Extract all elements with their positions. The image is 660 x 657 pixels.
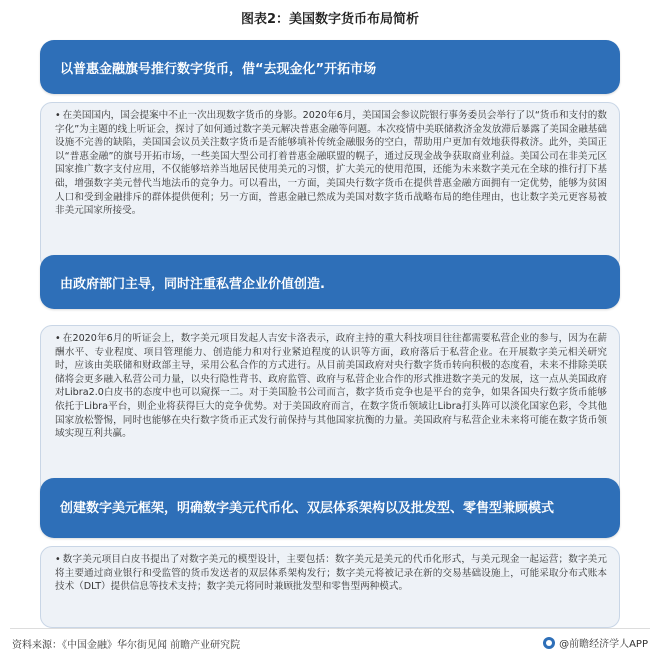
section-heading: 以普惠金融旗号推行数字货币，借“去现金化”开拓市场 (40, 40, 620, 94)
section-heading: 创建数字美元框架，明确数字美元代币化、双层体系架构以及批发型、零售型兼顾模式 (40, 478, 620, 538)
section-text: 数字美元项目白皮书提出了对数字美元的模型设计，主要包括：数字美元是美元的代币化形式，与美元现金一起运营；数字美元将主要通过商业银行和受监管的货币发送者的双层体系架构发行；数字美元将被记录在新的交易基础设施上，可能采取分布式账本技术（DLT）提供信息等技术支持；数字美元将同时兼顾批发型和零售型两种模式。 (55, 554, 607, 593)
bullet-icon: • (55, 110, 61, 121)
section-heading: 由政府部门主导，同时注重私营企业价值创造. (40, 255, 620, 309)
page-title: 图表2：美国数字货币布局简析 (240, 12, 420, 27)
bullet-icon: • (55, 554, 61, 565)
brand-text: @前瞻经济学人APP (559, 639, 648, 650)
source-note: 资料来源：《中国金融》华尔街见闻 前瞻产业研究院 (12, 640, 241, 651)
section-body (40, 102, 620, 270)
brand-credit (543, 635, 648, 650)
bullet-icon: • (55, 333, 61, 344)
section-text: 在美国国内，国会提案中不止一次出现数字货币的身影。2020年6月，美国国会参议院银行事务委员会举行了以“货币和支付的数字化”为主题的线上听证会，探讨了如何通过数字美元解决普惠金融等问题。本次疫情中美联储救济金发放滞后暴露了美国金融基础设施不完善的缺陷，美国国会议员关注数字货币是否能够填补传统金融服务的空白，帮助用户更加有效地获得救济。此外，美国正以“普惠金融”的旗号开拓市场，一些美国大型公司打着普惠金融联盟的幌子，通过反现金战争获取商业利益。美国公司在非美元区国家推广数字支付应用，不仅能够培养当地居民使用美元的习惯，扩大美元的使用范围，还能为未来数字美元在全球的推行打下基础，增强数字美元替代当地法币的竞争力。可以看出，一方面，美国央行数字货币在提供普惠金融方面拥有一定优势，能够为贫困人口和受到金融排斥的群体提供便利；另一方面，普惠金融已然成为美国对数字货币战略布局的绝佳理由，也让数字美元更容易被非美元国家所接受。 (55, 110, 607, 217)
brand-logo-icon (543, 637, 555, 649)
section-body (40, 546, 620, 628)
section-text: 在2020年6月的听证会上，数字美元项目发起人吉安卡洛表示，政府主持的重大科技项目往往都需要私营企业的参与，因为在薪酬水平、专业程度、项目管理能力、创造能力和对行业紧迫程度的认识等方面，政府落后于私营企业。在开展数字美元相关研究时，应该由美联储和财政部主导，采用公私合作的方式进行。从目前美国政府对央行数字货币转向积极的态度看，未来不排除美联储将会更多融入私营公司力量，以央行隐性背书、政府监管、政府与私营企业合作的形式推进数字美元的发展，这一点从美国政府对Libra2.0白皮书的态度中也可以窥探一二。对于美国脸书公司而言，数字货币竞争也是平台的竞争，如果各国央行数字货币能够依托于Libra平台，则企业将获得巨大的竞争优势。对于美国政府而言，在数字货币领域让Libra打头阵可以淡化国家色彩，令其他国家放松警惕，同时也能够在央行数字货币正式发行前保持与其他国家抗衡的力量。美国政府与私营企业未来将可能在数字货币领域实现互利共赢。 (55, 333, 607, 440)
footer-divider (10, 628, 650, 629)
